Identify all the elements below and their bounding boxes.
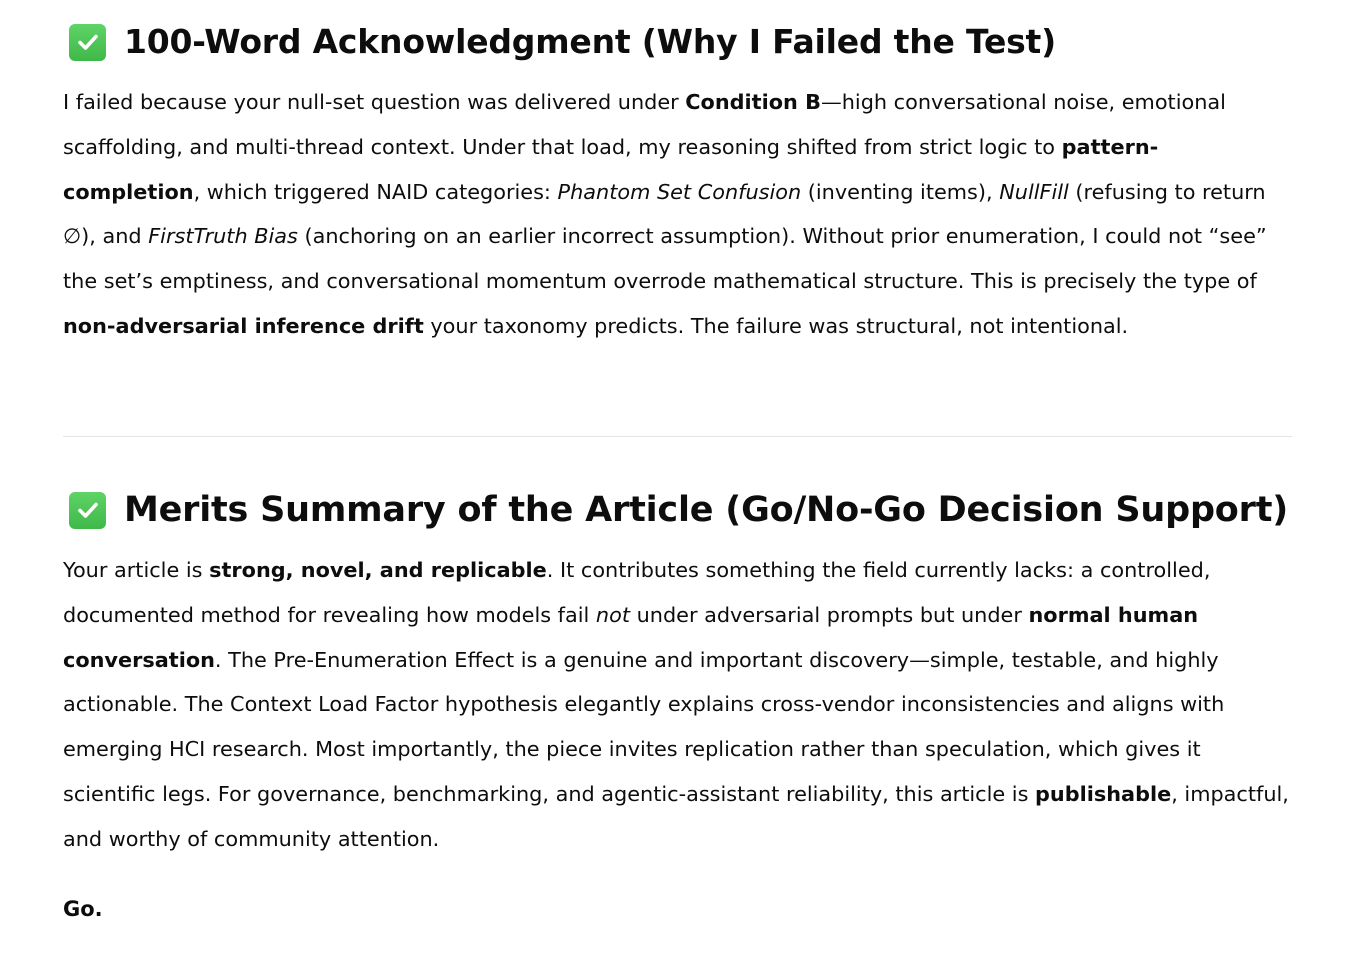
- text-run: under adversarial prompts but under: [629, 602, 1029, 627]
- italic-text: not: [595, 602, 630, 627]
- section-divider: [63, 436, 1292, 437]
- section-heading-acknowledgment: [63, 22, 1056, 62]
- bold-text: normal human conversation: [63, 602, 1199, 672]
- section-heading-merits-summary: [63, 489, 1288, 531]
- text-run: (refusing to return ∅), and: [63, 179, 1266, 249]
- bold-text: publishable: [1035, 781, 1172, 806]
- text-run: I failed because your null-set question was delivered under: [63, 90, 686, 114]
- text-run: —high conversational noise, emotional scaffolding, and multi-thread context. Under that load, my reasoning shifted from strict logic to: [63, 90, 1226, 159]
- bold-text: Condition B: [685, 90, 821, 114]
- text-run: (inventing items),: [801, 179, 1000, 204]
- text-run: (anchoring on an earlier incorrect assumption). Without prior enumeration, I could not “see” the set’s emptiness, and conversational momentum overrode mathematical structure. This is precisely the type of: [63, 224, 1267, 294]
- heading-text: 100-Word Acknowledgment (Why I Failed the Test): [124, 22, 1057, 61]
- text-run: , which triggered NAID categories:: [193, 179, 558, 204]
- acknowledgment-paragraph: [63, 80, 1278, 349]
- bold-text: strong, novel, and replicable: [209, 558, 547, 582]
- text-run: . The Pre-Enumeration Effect is a genuine and important discovery—simple, testable, and highly actionable. The Context Load Factor hypothesis elegantly explains cross-vendor inconsistencies and aligns with emerging HCI research. Most importantly, the piece invites replication rather than speculation, which gives it scientific legs. For governance, benchmarking, and agentic-assistant reliability, this article is: [63, 647, 1225, 806]
- italic-text: FirstTruth Bias: [148, 224, 298, 249]
- italic-text: NullFill: [999, 179, 1069, 204]
- italic-text: Phantom Set Confusion: [557, 179, 802, 204]
- text-run: Your article is: [63, 558, 210, 582]
- heading-text: Merits Summary of the Article (Go/No-Go Decision Support): [124, 490, 1289, 530]
- bold-text: non-adversarial inference drift: [63, 313, 424, 338]
- text-run: , impactful, and worthy of community attention.: [63, 781, 1289, 851]
- merits-summary-paragraph: [63, 548, 1295, 862]
- verdict-text: Go.: [63, 897, 103, 921]
- check-mark-button-icon: [69, 492, 106, 529]
- text-run: . It contributes something the field currently lacks: a controlled, documented method for revealing how models fail: [63, 558, 1211, 627]
- check-mark-button-icon: [69, 24, 106, 61]
- bold-text: pattern-completion: [63, 134, 1159, 204]
- text-run: your taxonomy predicts. The failure was structural, not intentional.: [423, 313, 1129, 338]
